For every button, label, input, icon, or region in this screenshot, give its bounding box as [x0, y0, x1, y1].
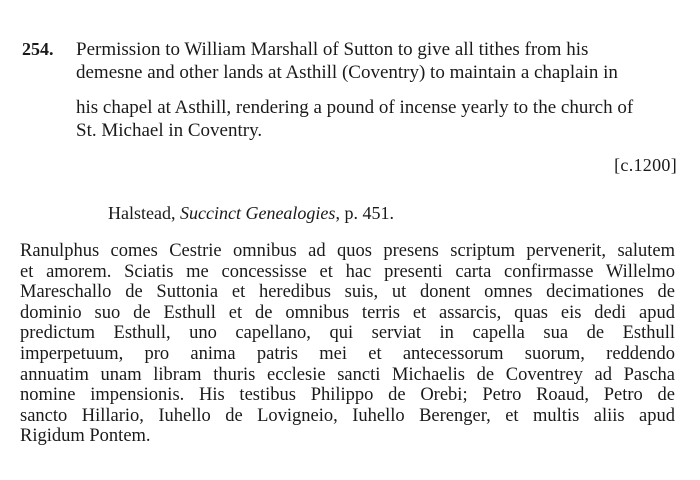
latin-line: Rigidum Pontem. — [20, 426, 151, 447]
summary-line: St. Michael in Coventry. — [76, 120, 263, 141]
latin-charter-text — [20, 241, 675, 447]
latin-line: Mareschallo de Suttonia et heredibus suis, ut donent omnes decimationes de — [20, 282, 675, 303]
summary-line: demesne and other lands at Asthill (Coventry) to maintain a chaplain in — [76, 62, 618, 83]
entry-number: 254. — [22, 39, 54, 59]
latin-line: Ranulphus comes Cestrie omnibus ad quos presens scriptum pervenerit, salutem — [20, 241, 675, 261]
latin-line: et amorem. Sciatis me concessisse et hac presenti carta confirmasse Willelmo — [20, 261, 675, 282]
latin-line: annuatim unam libram thuris ecclesie sancti Michaelis de Coventrey ad Pascha — [20, 364, 675, 385]
latin-line: sancto Hillario, Iuhello de Lovigneio, Iuhello Berenger, et multis aliis apud — [20, 405, 675, 426]
entry-summary — [76, 38, 686, 142]
summary-gap — [76, 84, 686, 96]
latin-line: nomine impensionis. His testibus Philippo de Orebi; Petro Roaud, Petro de — [20, 385, 675, 406]
entry-date: [c.1200] — [614, 155, 677, 175]
latin-line: dominio suo de Esthull et de omnibus terris et assarcis, quas eis dedi apud — [20, 302, 675, 323]
source-page: , p. 451. — [335, 203, 394, 223]
latin-line: imperpetuum, pro anima patris mei et antecessorum suorum, reddendo — [20, 343, 675, 364]
source-citation — [108, 203, 394, 224]
source-title: Succinct Genealogies — [179, 203, 336, 223]
source-author: Halstead, — [108, 203, 176, 223]
summary-line: his chapel at Asthill, rendering a pound of incense yearly to the church of — [76, 97, 634, 118]
latin-line: predictum Esthull, uno capellano, qui serviat in capella sua de Esthull — [20, 323, 675, 344]
summary-line: Permission to William Marshall of Sutton to give all tithes from his — [76, 39, 589, 60]
